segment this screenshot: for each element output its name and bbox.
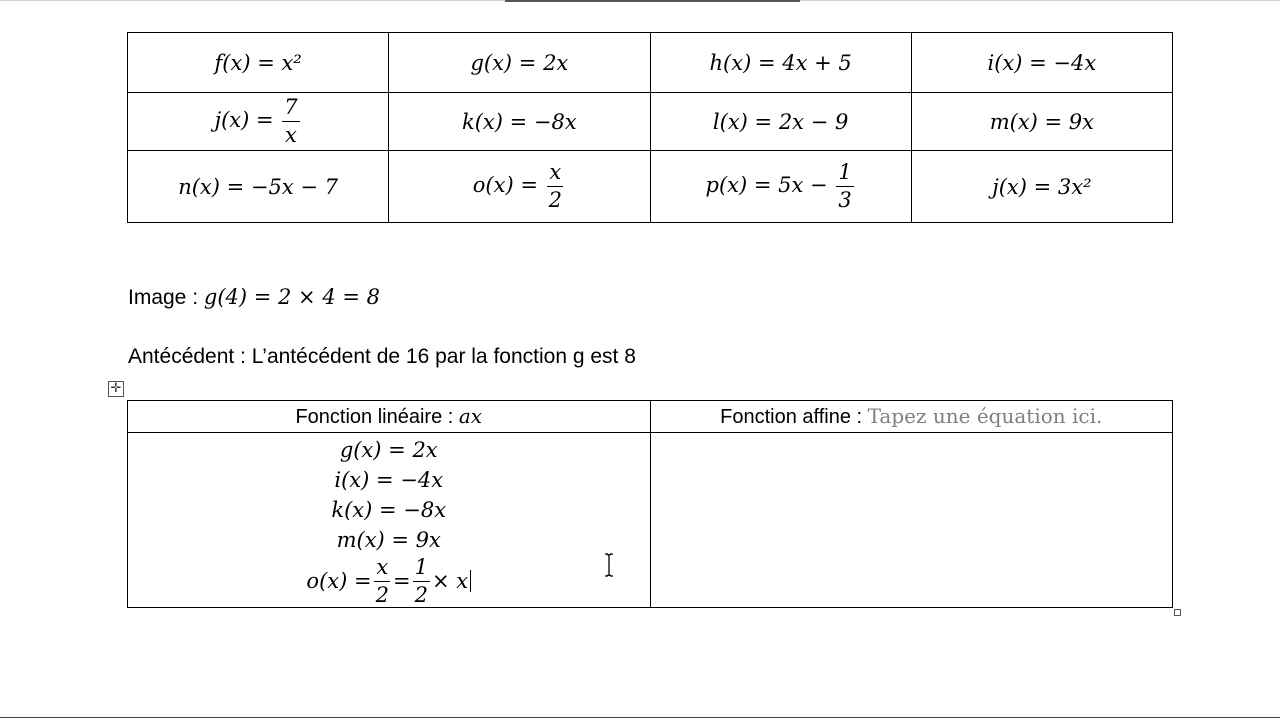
fraction	[413, 554, 430, 607]
fraction-numerator: 1	[413, 557, 430, 582]
function-formula: j(x) = 3x²	[992, 174, 1092, 199]
function-formula: f(x) = x²	[214, 50, 302, 75]
equation-placeholder[interactable]: Tapez une équation ici.	[867, 404, 1103, 428]
fraction	[282, 97, 299, 146]
function-cell-n[interactable]	[128, 151, 389, 223]
fraction	[836, 162, 853, 211]
table-resize-icon[interactable]	[1174, 609, 1181, 616]
linear-functions-cell[interactable]	[128, 433, 651, 608]
fraction-numerator: 1	[836, 162, 853, 187]
linear-header-math: ax	[458, 404, 483, 428]
fraction-denominator: 2	[414, 582, 428, 607]
function-formula: l(x) = 2x − 9	[712, 109, 849, 134]
function-formula: h(x) = 4x + 5	[709, 50, 852, 75]
function-formula-prefix: j(x) =	[214, 108, 281, 132]
linear-function-header[interactable]	[128, 401, 651, 433]
fraction-denominator: 3	[838, 188, 852, 212]
fraction	[374, 554, 391, 607]
function-cell-j[interactable]	[128, 93, 389, 151]
page-bottom-edge	[0, 717, 1280, 718]
linear-header-label: Fonction linéaire :	[295, 406, 459, 428]
list-item: g(x) = 2x	[339, 438, 438, 462]
function-cell-l[interactable]	[650, 93, 911, 151]
fraction-denominator: 2	[375, 582, 389, 607]
function-formula: m(x) = 9x	[989, 109, 1095, 134]
move-icon[interactable]: ✛	[108, 381, 124, 397]
table-row	[128, 433, 1173, 608]
page-header-marker	[505, 0, 800, 2]
list-item	[128, 555, 650, 607]
table-row	[128, 151, 1173, 223]
function-cell-i[interactable]	[911, 33, 1172, 93]
function-cell-p[interactable]	[650, 151, 911, 223]
function-cell-o[interactable]	[389, 151, 650, 223]
table-row	[128, 93, 1173, 151]
function-cell-f[interactable]	[128, 33, 389, 93]
affine-functions-cell[interactable]	[650, 433, 1173, 608]
function-cell-g[interactable]	[389, 33, 650, 93]
function-cell-j2[interactable]	[911, 151, 1172, 223]
function-formula: i(x) = −4x	[987, 50, 1097, 75]
table-header-row	[128, 401, 1173, 433]
fraction-numerator: x	[374, 557, 390, 582]
formula-prefix: o(x) =	[306, 569, 372, 593]
image-label: Image :	[128, 286, 204, 309]
antecedent-text: Antécédent : L’antécédent de 16 par la fonction g est 8	[128, 345, 636, 368]
affine-function-header[interactable]	[650, 401, 1173, 433]
formula-suffix: × x	[431, 569, 469, 593]
linear-functions-list	[128, 433, 650, 607]
formula-equals: =	[392, 569, 411, 593]
text-caret	[470, 570, 471, 592]
fraction-denominator: 2	[548, 188, 562, 212]
function-formula-prefix: p(x) = 5x −	[705, 173, 835, 197]
fraction-numerator: 7	[282, 97, 299, 122]
text-cursor-icon	[602, 552, 616, 578]
functions-table	[127, 32, 1173, 223]
function-formula: g(x) = 2x	[470, 50, 569, 75]
antecedent-paragraph[interactable]	[128, 345, 636, 369]
list-item: i(x) = −4x	[334, 468, 444, 492]
function-cell-m[interactable]	[911, 93, 1172, 151]
function-cell-h[interactable]	[650, 33, 911, 93]
function-formula-prefix: o(x) =	[472, 173, 545, 197]
list-item: k(x) = −8x	[331, 498, 447, 522]
function-cell-k[interactable]	[389, 93, 650, 151]
table-row	[128, 33, 1173, 93]
image-paragraph[interactable]	[128, 285, 380, 310]
fraction	[547, 162, 564, 211]
affine-header-label: Fonction affine :	[720, 406, 868, 428]
function-formula: n(x) = −5x − 7	[178, 174, 339, 199]
function-formula: k(x) = −8x	[462, 109, 577, 134]
fraction-denominator: x	[285, 123, 297, 147]
classification-table	[127, 400, 1173, 608]
image-expression: g(4) = 2 × 4 = 8	[203, 285, 380, 309]
fraction-numerator: x	[547, 162, 563, 187]
list-item: m(x) = 9x	[336, 528, 441, 552]
